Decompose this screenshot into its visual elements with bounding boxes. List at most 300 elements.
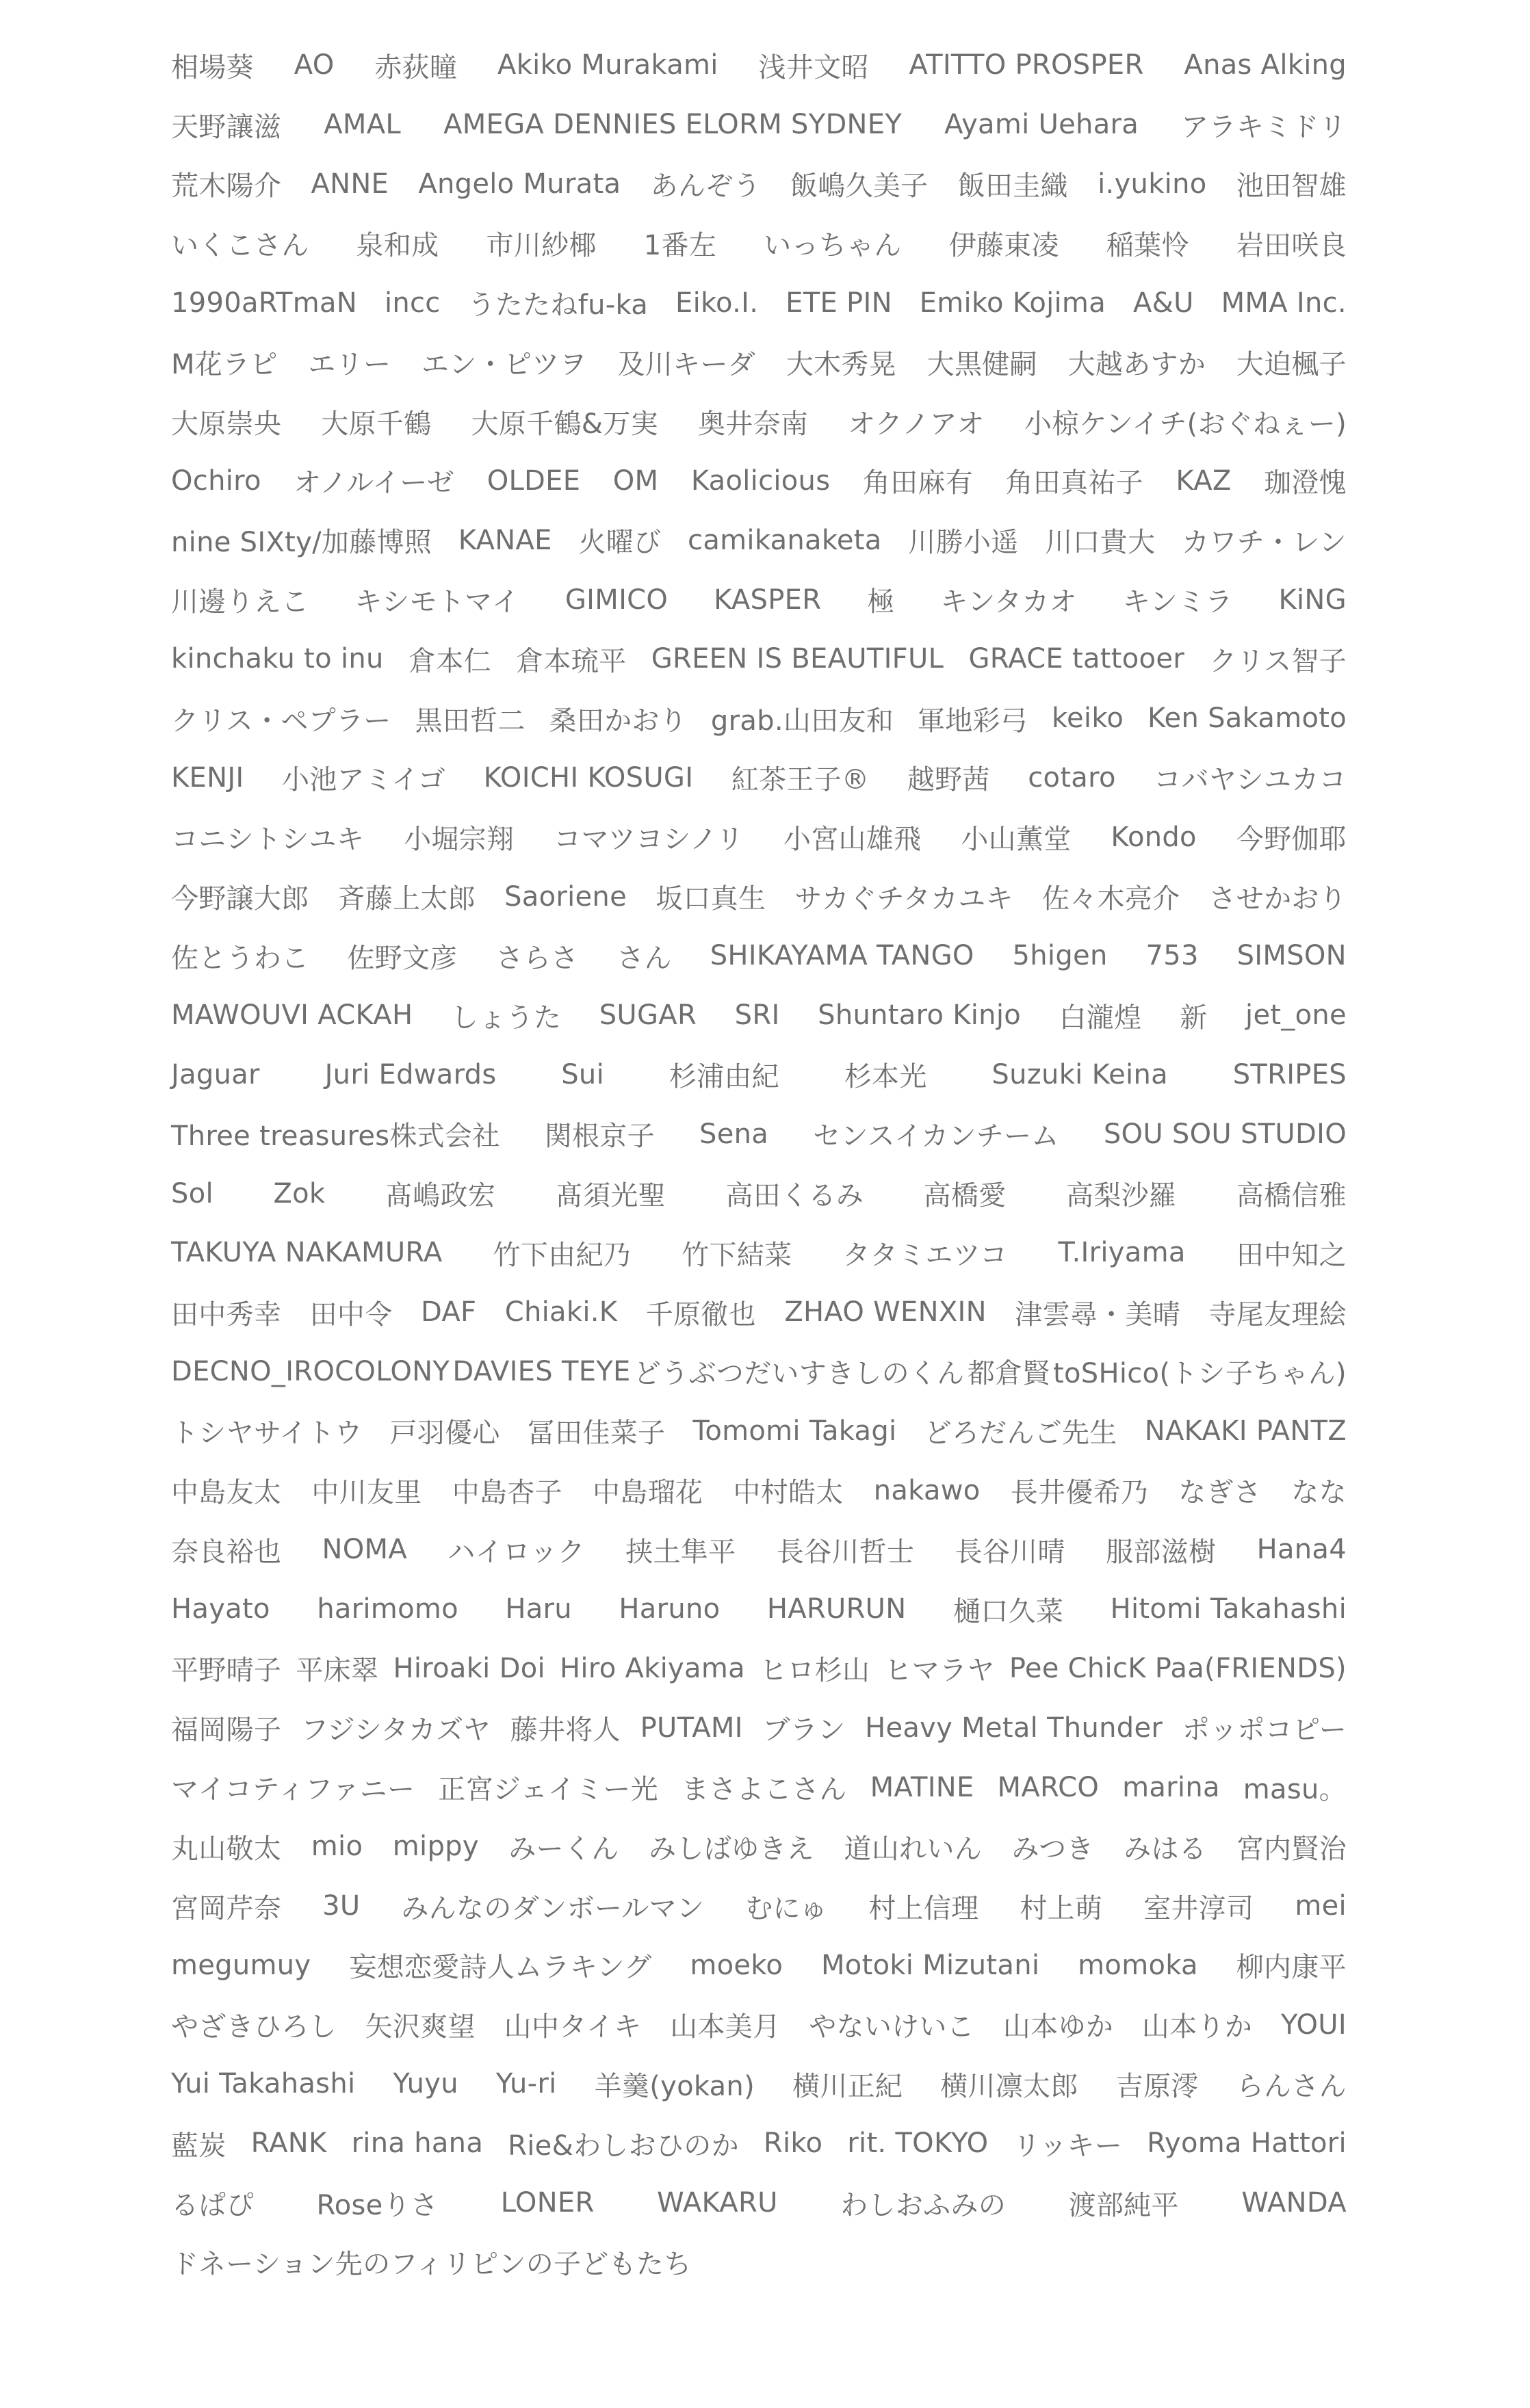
credit-name: 杉本光 <box>844 1061 927 1093</box>
credit-name: Heavy Metal Thunder <box>865 1712 1163 1744</box>
credit-name: オノルイーゼ <box>294 467 455 499</box>
credit-name: megumuy <box>171 1949 311 1981</box>
credit-name: Kondo <box>1111 821 1197 853</box>
credit-name: 飯嶋久美子 <box>790 170 929 202</box>
credit-name: センスイカンチーム <box>813 1121 1059 1153</box>
credit-name: どうぶつだいすきしのくん <box>633 1358 965 1390</box>
credit-name: 田中秀幸 <box>171 1298 282 1331</box>
credit-name: 山本りか <box>1141 2011 1253 2043</box>
credit-name: コマツヨシノリ <box>554 824 744 856</box>
credit-name: 黒田哲二 <box>415 705 526 737</box>
credit-name: わしおふみの <box>840 2189 1007 2221</box>
credit-name: SRI <box>734 999 780 1032</box>
credit-name: 千原徹也 <box>645 1298 756 1331</box>
credit-name: 小椋ケンイチ(おぐねぇー) <box>1024 408 1347 440</box>
credit-name: SIMSON <box>1236 940 1347 972</box>
credit-name: 妄想恋愛詩人ムラキング <box>349 1952 652 1984</box>
credit-name: 杉浦由紀 <box>669 1061 779 1093</box>
credit-name: Sena <box>699 1118 769 1150</box>
credit-name: KANAE <box>458 524 552 556</box>
credit-name: 泉和成 <box>356 230 439 262</box>
credit-name: 山本美月 <box>670 2011 781 2043</box>
credits-row <box>171 2232 1347 2292</box>
credit-name: Anas Alking <box>1184 49 1347 81</box>
credit-name: nine SIXty/加藤博照 <box>171 527 432 559</box>
credit-name: i.yukino <box>1098 168 1207 200</box>
credit-name: 村上萌 <box>1020 1892 1103 1924</box>
credit-name: どろだんご先生 <box>924 1417 1117 1450</box>
credit-name: 中村皓太 <box>733 1477 844 1509</box>
credit-name: 高田くるみ <box>725 1180 864 1212</box>
credit-name: momoka <box>1078 1949 1198 1981</box>
credit-name: 大迫楓子 <box>1236 348 1347 380</box>
credit-name: mio <box>311 1831 363 1863</box>
credit-name: Hayato <box>171 1593 270 1625</box>
credit-name: ヒマラヤ <box>884 1655 995 1687</box>
credit-name: 角田麻有 <box>862 467 973 499</box>
credit-name: 宮岡芹奈 <box>171 1892 282 1924</box>
credit-name: 火曜び <box>578 527 662 559</box>
credit-name: Haruno <box>619 1593 721 1625</box>
credit-name: Kaolicious <box>690 464 831 497</box>
credit-name: T.Iriyama <box>1058 1237 1186 1269</box>
credit-name: 村上信理 <box>868 1892 979 1924</box>
credit-name: 藤井将人 <box>510 1714 621 1746</box>
credit-name: rina hana <box>351 2128 484 2160</box>
credit-name: ブラン <box>762 1714 846 1746</box>
credit-name: SOU SOU STUDIO <box>1103 1118 1347 1150</box>
credit-name: 大木秀晃 <box>786 348 896 380</box>
credit-name: 柳内康平 <box>1236 1952 1347 1984</box>
credits-row <box>171 155 1347 214</box>
credits-row <box>171 1342 1347 1402</box>
credit-name: 髙嶋政宏 <box>385 1180 496 1212</box>
credit-name: 今野伽耶 <box>1236 824 1347 856</box>
credits-name-list <box>171 36 1347 2292</box>
credit-name: マイコティファニー <box>171 1774 415 1805</box>
credit-name: HARURUN <box>766 1593 907 1625</box>
credit-name: MMA Inc. <box>1221 287 1347 319</box>
credits-row <box>171 689 1347 748</box>
credit-name: mei <box>1295 1890 1347 1922</box>
credit-name: うたたねfu-ka <box>467 289 649 322</box>
credit-name: 渡部純平 <box>1068 2189 1179 2221</box>
credit-name: KENJI <box>171 761 244 794</box>
credit-name: harimomo <box>317 1593 458 1625</box>
credit-name: 3U <box>322 1890 361 1922</box>
credit-name: 5higen <box>1012 940 1108 972</box>
credits-row <box>171 510 1347 570</box>
credit-name: むにゅ <box>745 1892 828 1924</box>
credit-name: 高橋愛 <box>923 1180 1007 1212</box>
credit-name: 山中タイキ <box>504 2011 642 2043</box>
credits-row <box>171 1995 1347 2054</box>
credit-name: 竹下由紀乃 <box>493 1239 632 1271</box>
credit-name: 服部滋樹 <box>1106 1536 1217 1568</box>
credit-name: 平野晴子 <box>171 1655 282 1687</box>
credit-name: Emiko Kojima <box>919 287 1106 319</box>
credit-name: 越野茜 <box>907 764 990 796</box>
credit-name: 1番左 <box>643 230 717 262</box>
credits-row <box>171 1817 1347 1876</box>
credits-row <box>171 36 1347 95</box>
credit-name: 大越あすか <box>1067 348 1206 380</box>
credit-name: 今野譲大郎 <box>171 883 309 915</box>
credits-row <box>171 1401 1347 1461</box>
credit-name: Eiko.I. <box>675 287 759 319</box>
credit-name: KiNG <box>1278 584 1347 616</box>
credit-name: MARCO <box>997 1771 1100 1803</box>
credit-name: 飯田圭織 <box>957 170 1068 202</box>
credit-name: トシヤサイトウ <box>171 1417 363 1450</box>
credit-name: 川邊りえこ <box>171 586 309 618</box>
credit-name: KASPER <box>714 584 822 616</box>
credits-row <box>171 1164 1347 1223</box>
credit-name: 横川凛太郎 <box>940 2070 1078 2102</box>
credit-name: 小山薫堂 <box>961 824 1072 856</box>
credit-name: Ken Sakamoto <box>1148 703 1347 735</box>
credits-row <box>171 570 1347 629</box>
credit-name: Juri Edwards <box>324 1058 497 1090</box>
credits-row <box>171 332 1347 392</box>
credit-name: 及川キーダ <box>617 348 756 380</box>
credit-name: 斉藤上太郎 <box>337 883 476 915</box>
credit-name: ドネーション先のフィリピンの子どもたち <box>171 2249 692 2281</box>
credit-name: エリー <box>308 348 391 380</box>
credit-name: Motoki Mizutani <box>821 1949 1040 1981</box>
credit-name: させかおり <box>1208 883 1347 915</box>
credit-name: やないけいこ <box>809 2011 975 2043</box>
credit-name: 桑田かおり <box>549 705 688 737</box>
credit-name: moeko <box>690 1949 783 1981</box>
credit-name: 軍地彩弓 <box>917 705 1028 737</box>
credit-name: 紅茶王子® <box>731 764 870 796</box>
credit-name: 平床翠 <box>296 1655 379 1687</box>
credit-name: 稲葉怜 <box>1106 230 1189 262</box>
credit-name: 山本ゆか <box>1002 2011 1114 2043</box>
credit-name: GIMICO <box>565 584 669 616</box>
credit-name: 戸羽優心 <box>389 1417 500 1450</box>
credit-name: 赤荻瞳 <box>374 51 458 83</box>
credits-row <box>171 1223 1347 1283</box>
credits-row <box>171 2173 1347 2233</box>
credit-name: 荒木陽介 <box>171 170 282 202</box>
credit-name: 挟土隼平 <box>625 1536 736 1568</box>
credit-name: Riko <box>763 2128 823 2160</box>
credit-name: いくこさん <box>171 230 309 262</box>
credit-name: Sol <box>171 1177 213 1209</box>
credit-name: コニシトシユキ <box>171 824 365 856</box>
credit-name: 坂口真生 <box>656 883 766 915</box>
credit-name: 753 <box>1145 940 1199 972</box>
credits-row <box>171 273 1347 332</box>
credit-name: Pee ChicK Paa(FRIENDS) <box>1009 1652 1347 1684</box>
credit-name: M花ラピ <box>171 348 278 380</box>
credit-name: キンミラ <box>1122 586 1233 618</box>
credit-name: OLDEE <box>487 464 581 497</box>
credit-name: 天野讓滋 <box>171 111 282 143</box>
credit-name: みしばゆきえ <box>649 1833 814 1865</box>
credits-row <box>171 95 1347 155</box>
credit-name: WAKARU <box>657 2187 778 2219</box>
credit-name: 関根京子 <box>544 1121 655 1153</box>
credit-name: 珈澄愧 <box>1264 467 1347 499</box>
credit-name: RANK <box>250 2128 327 2160</box>
credit-name: クリス・ペプラー <box>171 705 391 737</box>
credits-row <box>171 1580 1347 1639</box>
credit-name: 長谷川哲士 <box>776 1536 915 1568</box>
credits-row <box>171 1876 1347 1936</box>
credit-name: DAVIES TEYE <box>452 1355 631 1387</box>
credit-name: 吉原澪 <box>1115 2070 1199 2102</box>
credit-name: 中島瑠花 <box>593 1477 703 1509</box>
credit-name: Tomomi Takagi <box>692 1415 897 1447</box>
credit-name: フジシタカズヤ <box>300 1714 491 1746</box>
credits-row <box>171 1045 1347 1105</box>
credits-row <box>171 807 1347 867</box>
credit-name: 小堀宗翔 <box>404 824 515 856</box>
credit-name: キンタカオ <box>940 586 1077 618</box>
credits-row <box>171 986 1347 1045</box>
credit-name: 藍炭 <box>171 2130 226 2162</box>
credit-name: Ochiro <box>171 464 261 497</box>
credit-name: 田中知之 <box>1236 1239 1347 1271</box>
credit-name: 津雲尋・美晴 <box>1015 1298 1181 1331</box>
credit-name: オクノアオ <box>848 408 985 440</box>
credit-name: なぎさ <box>1178 1477 1262 1509</box>
credit-name: キシモトマイ <box>354 586 519 618</box>
credits-row <box>171 1461 1347 1520</box>
credits-row <box>171 2114 1347 2173</box>
credit-name: 長谷川晴 <box>955 1536 1065 1568</box>
credit-name: 倉本仁 <box>408 645 491 677</box>
credit-name: cotaro <box>1028 761 1116 794</box>
credit-name: 矢沢爽望 <box>365 2011 476 2043</box>
credit-name: 宮内賢治 <box>1236 1833 1347 1865</box>
credit-name: TAKUYA NAKAMURA <box>171 1237 443 1269</box>
credit-name: SUGAR <box>599 999 697 1032</box>
credit-name: WANDA <box>1241 2187 1347 2219</box>
credit-name: incc <box>384 287 441 319</box>
credit-name: ハイロック <box>448 1536 585 1568</box>
credit-name: カワチ・レン <box>1182 527 1347 559</box>
credits-row <box>171 452 1347 511</box>
credit-name: 相場葵 <box>171 51 254 83</box>
credit-name: 高橋信雅 <box>1236 1180 1347 1212</box>
credit-name: 福岡陽子 <box>171 1714 282 1746</box>
credit-name: 寺尾友理絵 <box>1208 1298 1347 1331</box>
credit-name: 丸山敬太 <box>171 1833 282 1865</box>
credit-name: エン・ピツヲ <box>422 348 587 380</box>
credit-name: Suzuki Keina <box>991 1058 1168 1090</box>
credit-name: MATINE <box>870 1771 974 1803</box>
credits-row <box>171 1757 1347 1817</box>
credit-name: らんさん <box>1236 2070 1347 2102</box>
credit-name: 奥井奈南 <box>697 408 809 440</box>
credit-name: みつき <box>1011 1833 1094 1865</box>
credit-name: ETE PIN <box>786 287 892 319</box>
credit-name: Ayami Uehara <box>944 109 1139 141</box>
credit-name: camikanaketa <box>688 524 882 556</box>
credit-name: 1990aRTmaN <box>171 287 358 319</box>
credit-name: Rie&わしおひのか <box>508 2130 739 2162</box>
credit-name: ZHAO WENXIN <box>784 1296 987 1329</box>
credits-row <box>171 1936 1347 1995</box>
credits-row <box>171 1104 1347 1164</box>
credit-name: 伊藤東凌 <box>948 230 1059 262</box>
credit-name: やざきひろし <box>171 2011 337 2043</box>
credit-name: 道山れいん <box>844 1833 983 1865</box>
credit-name: Hiroaki Doi <box>393 1652 545 1684</box>
credit-name: クリス智子 <box>1209 645 1347 677</box>
credits-row <box>171 867 1347 926</box>
credit-name: 角田真祐子 <box>1005 467 1143 499</box>
credit-name: 川勝小遥 <box>908 527 1019 559</box>
credit-name: まさよこさん <box>681 1774 847 1805</box>
credit-name: 小宮山雄飛 <box>783 824 922 856</box>
credit-name: 極 <box>867 586 895 618</box>
credit-name: nakawo <box>873 1474 981 1506</box>
credit-name: ANNE <box>311 168 389 200</box>
credits-row <box>171 392 1347 452</box>
credit-name: YOUI <box>1280 2008 1347 2041</box>
credit-name: コバヤシユカコ <box>1154 764 1347 796</box>
credit-name: 髙須光聖 <box>555 1180 666 1212</box>
credit-name: keiko <box>1051 703 1124 735</box>
credit-name: AO <box>294 49 335 81</box>
credit-name: NAKAKI PANTZ <box>1144 1415 1347 1447</box>
credit-name: 中島杏子 <box>452 1477 562 1509</box>
credit-name: 大原千鶴&万実 <box>471 408 658 440</box>
credit-name: NOMA <box>322 1534 407 1566</box>
credit-name: るぱぴ <box>171 2189 254 2221</box>
credit-name: Yu-ri <box>495 2068 557 2100</box>
credit-name: marina <box>1122 1771 1220 1803</box>
credit-name: 白瀧煌 <box>1059 1002 1142 1034</box>
credit-name: PUTAMI <box>640 1712 743 1744</box>
credit-name: LONER <box>500 2187 595 2219</box>
credit-name: Sui <box>561 1058 604 1090</box>
credit-name: DECNO_IROCOLONY <box>171 1355 450 1387</box>
credits-row <box>171 1698 1347 1757</box>
credit-name: kinchaku to inu <box>171 643 384 675</box>
credit-name: Hiro Akiyama <box>560 1652 745 1684</box>
credit-name: 池田智雄 <box>1236 170 1347 202</box>
credit-name: mippy <box>392 1831 479 1863</box>
credit-name: 樋口久菜 <box>952 1595 1064 1627</box>
credit-name: MAWOUVI ACKAH <box>171 999 413 1032</box>
credit-name: Yui Takahashi <box>171 2068 356 2100</box>
credit-name: Haru <box>505 1593 572 1625</box>
credits-row <box>171 1520 1347 1580</box>
credit-name: 佐とうわこ <box>171 942 309 974</box>
credit-name: 浅井文昭 <box>758 51 869 83</box>
credit-name: 大原千鶴 <box>321 408 432 440</box>
credit-name: Roseりさ <box>316 2189 439 2221</box>
credits-row <box>171 213 1347 273</box>
credit-name: Akiko Murakami <box>497 49 718 81</box>
credit-name: 川口貴大 <box>1045 527 1156 559</box>
credit-name: 佐々木亮介 <box>1041 883 1180 915</box>
credit-name: なな <box>1291 1477 1347 1509</box>
credit-name: リッキー <box>1013 2130 1123 2162</box>
credit-name: 大黒健嗣 <box>926 348 1037 380</box>
credit-name: 正宮ジェイミー光 <box>438 1774 658 1805</box>
credits-row <box>171 1283 1347 1342</box>
credits-row <box>171 748 1347 808</box>
credit-name: OM <box>612 464 659 497</box>
credit-name: GRACE tattooer <box>968 643 1184 675</box>
credit-name: ATITTO PROSPER <box>909 49 1144 81</box>
credit-name: ヒロ杉山 <box>760 1655 870 1687</box>
credit-name: Jaguar <box>171 1058 260 1090</box>
credit-name: Saoriene <box>504 880 627 913</box>
credit-name: AMEGA DENNIES ELORM SYDNEY <box>443 109 903 141</box>
credit-name: 長井優希乃 <box>1010 1477 1149 1509</box>
credit-name: みーくん <box>508 1833 619 1865</box>
credit-name: 羊羹(yokan) <box>594 2070 755 2102</box>
credit-name: しょうた <box>450 1002 562 1034</box>
credit-name: masu。 <box>1243 1774 1347 1805</box>
credits-row <box>171 2054 1347 2114</box>
credit-name: サカぐチタカユキ <box>794 883 1013 915</box>
credit-name: GREEN IS BEAUTIFUL <box>651 643 944 675</box>
credit-name: 竹下結菜 <box>682 1239 792 1271</box>
credit-name: jet_one <box>1245 999 1347 1032</box>
credit-name: 中川友里 <box>311 1477 422 1509</box>
credit-name: SHIKAYAMA TANGO <box>710 940 974 972</box>
credit-name: STRIPES <box>1232 1058 1347 1090</box>
credit-name: Three treasures株式会社 <box>171 1121 500 1153</box>
credit-name: DAF <box>420 1296 477 1329</box>
credit-name: Zok <box>273 1177 326 1209</box>
credit-name: あんぞう <box>650 170 761 202</box>
credits-row <box>171 926 1347 986</box>
credit-name: 岩田咲良 <box>1236 230 1347 262</box>
credit-name: いっちゃん <box>764 230 902 262</box>
credit-name: みはる <box>1124 1833 1207 1865</box>
credit-name: AMAL <box>324 109 401 141</box>
credit-name: ポッポコピー <box>1182 1714 1347 1746</box>
credit-name: みんなのダンボールマン <box>401 1892 705 1924</box>
credit-name: 倉本琉平 <box>516 645 627 677</box>
credit-name: Angelo Murata <box>418 168 621 200</box>
credit-name: 市川紗椰 <box>486 230 597 262</box>
credit-name: Ryoma Hattori <box>1147 2128 1347 2160</box>
credit-name: KAZ <box>1176 464 1232 497</box>
credit-name: A&U <box>1132 287 1194 319</box>
credit-name: Hana4 <box>1256 1534 1347 1566</box>
credit-name: 小池アミイゴ <box>282 764 446 796</box>
credit-name: toSHico(トシ子ちゃん) <box>1053 1358 1347 1390</box>
credits-row <box>171 629 1347 689</box>
credit-name: KOICHI KOSUGI <box>483 761 694 794</box>
credit-name: アラキミドリ <box>1181 111 1347 143</box>
credit-name: タタミエツコ <box>842 1239 1008 1271</box>
credit-name: 大原崇央 <box>171 408 282 440</box>
credits-row <box>171 1639 1347 1699</box>
credit-name: 佐野文彦 <box>347 942 458 974</box>
credit-name: さらさ <box>495 942 579 974</box>
credit-name: さん <box>617 942 672 974</box>
credit-name: 新 <box>1180 1002 1208 1034</box>
credit-name: Hitomi Takahashi <box>1110 1593 1347 1625</box>
credit-name: 室井淳司 <box>1143 1892 1254 1924</box>
credit-name: grab.山田友和 <box>710 705 894 737</box>
credit-name: 高梨沙羅 <box>1066 1180 1177 1212</box>
credit-name: 奈良裕也 <box>171 1536 282 1568</box>
credit-name: Yuyu <box>393 2068 458 2100</box>
